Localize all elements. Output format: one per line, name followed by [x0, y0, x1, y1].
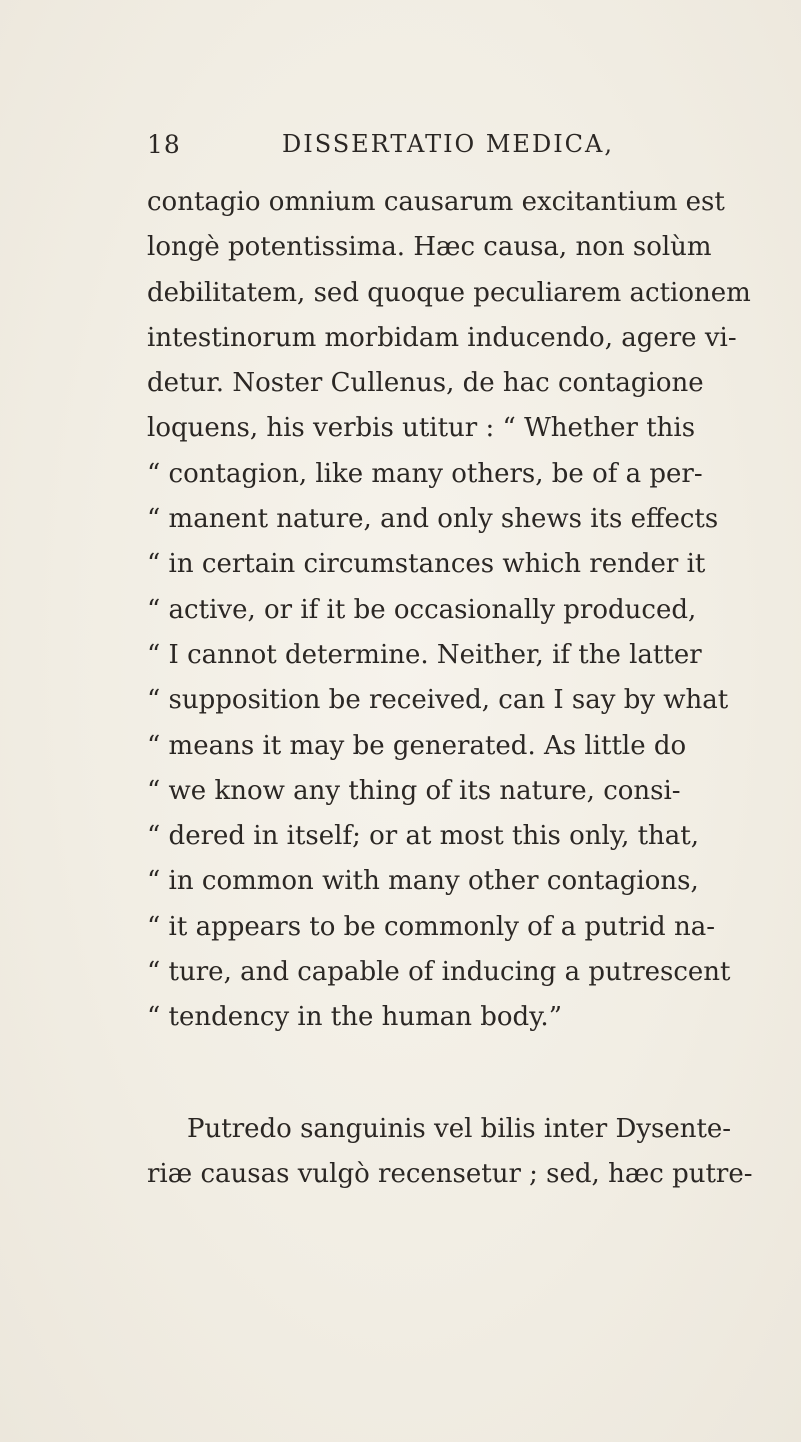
page-number: 18: [147, 130, 181, 159]
text-line: loquens, his verbis utitur : “ Whether this: [147, 413, 696, 444]
running-head: DISSERTATIO MEDICA,: [282, 130, 614, 158]
quoted-line: “ ture, and capable of inducing a putrescent: [147, 957, 731, 988]
text-line: detur. Noster Cullenus, de hac contagione: [147, 368, 704, 399]
quoted-line: “ means it may be generated. As little do: [147, 730, 687, 761]
quoted-line: “ supposition be received, can I say by what: [147, 685, 729, 716]
text-line: intestinorum morbidam inducendo, agere vi-: [147, 322, 737, 353]
paragraph-1: [147, 180, 751, 1041]
paragraph-2: [147, 1107, 753, 1198]
quoted-line: “ I cannot determine. Neither, if the latter: [147, 639, 702, 670]
text-line: contagio omnium causarum excitantium est: [147, 187, 725, 217]
quoted-line: “ manent nature, and only shews its effects: [147, 504, 719, 535]
text-line: Putredo sanguinis vel bilis inter Dysente-: [187, 1114, 732, 1144]
quoted-line: “ active, or if it be occasionally produced,: [147, 594, 697, 625]
text-line: riæ causas vulgò recensetur ; sed, hæc putre-: [147, 1159, 753, 1190]
quoted-line: “ contagion, like many others, be of a per-: [147, 458, 703, 489]
page-header: [0, 130, 801, 170]
quoted-line: “ tendency in the human body.”: [147, 1002, 562, 1033]
text-line: longè potentissima. Hæc causa, non solùm: [147, 232, 712, 263]
quoted-line: “ dered in itself; or at most this only, that,: [147, 821, 700, 852]
quoted-line: “ in common with many other contagions,: [147, 866, 699, 897]
quoted-line: “ in certain circumstances which render it: [147, 549, 706, 580]
quoted-line: “ it appears to be commonly of a putrid na-: [147, 911, 715, 942]
quoted-line: “ we know any thing of its nature, consi-: [147, 775, 681, 806]
text-line: debilitatem, sed quoque peculiarem actionem: [147, 277, 751, 308]
